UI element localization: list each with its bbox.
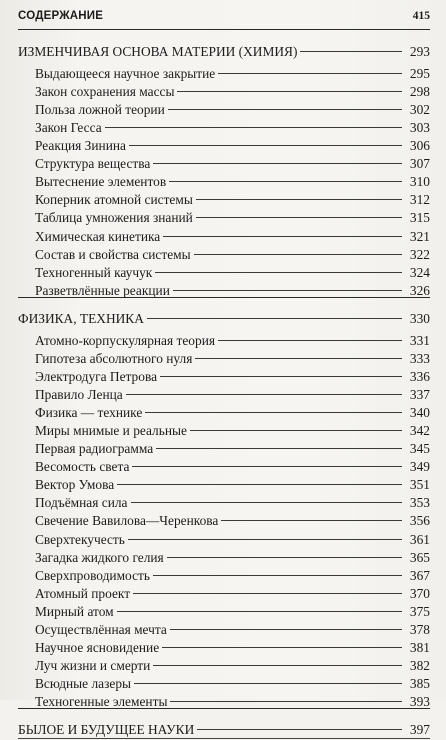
toc-entry-title: Состав и свойства системы bbox=[35, 246, 191, 262]
toc-entry-title: Выдающееся научное закрытие bbox=[35, 65, 216, 81]
toc-entry-page: 382 bbox=[409, 658, 430, 674]
toc-entry-title: Польза ложной теории bbox=[35, 101, 165, 117]
dotted-leader bbox=[167, 544, 402, 562]
toc-entry-title: Коперник атомной системы bbox=[35, 192, 193, 208]
dotted-leader bbox=[129, 132, 402, 150]
dotted-leader bbox=[156, 435, 402, 453]
toc-entry-page: 315 bbox=[409, 210, 430, 226]
toc-entry-title: Загадка жидкого гелия bbox=[35, 549, 164, 565]
toc-section-title: ИЗМЕНЧИВАЯ ОСНОВА МАТЕРИИ (ХИМИЯ) bbox=[18, 44, 298, 60]
toc-section-page: 293 bbox=[409, 44, 430, 60]
toc-entry-page: 351 bbox=[409, 477, 430, 493]
toc-entry-page: 312 bbox=[409, 192, 430, 208]
toc-entry-page: 321 bbox=[409, 228, 430, 244]
toc-entry-page: 375 bbox=[409, 603, 430, 619]
dotted-leader bbox=[196, 204, 402, 222]
toc-section bbox=[18, 305, 430, 710]
header-rule bbox=[18, 29, 430, 30]
toc-entry-page: 381 bbox=[409, 640, 430, 656]
toc-entry-title: Свечение Вавилова—Черенкова bbox=[35, 513, 219, 529]
toc-entry-title: Химическая кинетика bbox=[35, 228, 161, 244]
dotted-leader bbox=[134, 670, 402, 688]
toc-entry-title: Научное ясновидение bbox=[35, 640, 160, 656]
dotted-leader bbox=[163, 222, 402, 240]
toc-entry-title: Первая радиограмма bbox=[35, 441, 154, 457]
toc-entry-page: 370 bbox=[409, 585, 430, 601]
toc-entry-title: Сверхтекучесть bbox=[35, 531, 125, 547]
dotted-leader bbox=[155, 259, 402, 277]
dotted-leader bbox=[173, 277, 402, 295]
running-header-title: СОДЕРЖАНИЕ bbox=[18, 10, 104, 22]
toc-entry-page: 353 bbox=[409, 495, 430, 511]
toc-entry-page: 367 bbox=[409, 567, 430, 583]
toc-entry-page: 326 bbox=[409, 282, 430, 298]
dotted-leader bbox=[153, 150, 402, 168]
toc-entry-title: Вектор Умова bbox=[35, 477, 115, 493]
toc-entry-title: Луч жизни и смерти bbox=[35, 658, 151, 674]
toc-entry-title: Разветвлённые реакции bbox=[35, 282, 170, 298]
dotted-leader bbox=[160, 363, 402, 381]
toc-entry-page: 345 bbox=[409, 441, 430, 457]
toc-entry-page: 393 bbox=[409, 694, 430, 710]
table-of-contents bbox=[18, 38, 430, 739]
dotted-leader bbox=[194, 241, 402, 259]
toc-entry-page: 295 bbox=[409, 65, 430, 81]
toc-section-title: ФИЗИКА, ТЕХНИКА bbox=[18, 310, 144, 326]
toc-entry-title: Таблица умножения знаний bbox=[35, 210, 193, 226]
toc-entry-title: Вытеснение элементов bbox=[35, 174, 167, 190]
toc-entry-title: Правило Ленца bbox=[35, 386, 123, 402]
toc-entry-title: Сверхпроводимость bbox=[35, 567, 150, 583]
dotted-leader bbox=[170, 616, 402, 634]
toc-section-title: БЫЛОЕ И БУДУЩЕЕ НАУКИ bbox=[18, 722, 195, 738]
running-header bbox=[18, 10, 430, 30]
dotted-leader bbox=[300, 38, 402, 56]
toc-section bbox=[18, 38, 430, 298]
toc-entry-title: Всюдные лазеры bbox=[35, 676, 132, 692]
dotted-leader bbox=[196, 186, 402, 204]
dotted-leader bbox=[169, 168, 402, 186]
dotted-leader bbox=[218, 60, 402, 78]
toc-entry-title: Осуществлённая мечта bbox=[35, 622, 167, 637]
toc-entry-page: 302 bbox=[409, 101, 430, 117]
dotted-leader bbox=[221, 507, 402, 525]
dotted-leader bbox=[105, 114, 402, 132]
toc-entry-title: Физика — технике bbox=[35, 404, 143, 420]
toc-section-page: 397 bbox=[409, 722, 430, 738]
toc-entry-page: 331 bbox=[409, 332, 430, 348]
toc-entry-title: Гипотеза абсолютного нуля bbox=[35, 350, 193, 366]
toc-entry-page: 356 bbox=[409, 513, 430, 529]
toc-section bbox=[18, 716, 430, 738]
toc-entry-page: 336 bbox=[409, 368, 430, 384]
toc-entry-page: 349 bbox=[409, 459, 430, 475]
toc-section-page: 330 bbox=[409, 310, 430, 326]
dotted-leader bbox=[117, 471, 402, 489]
toc-entry-page: 333 bbox=[409, 350, 430, 366]
dotted-leader bbox=[170, 688, 402, 706]
dotted-leader bbox=[147, 305, 402, 323]
dotted-leader bbox=[153, 652, 402, 670]
dotted-leader bbox=[153, 562, 402, 580]
toc-entry-page: 342 bbox=[409, 422, 430, 438]
dotted-leader bbox=[195, 345, 402, 363]
toc-entry-page: 298 bbox=[409, 83, 430, 99]
toc-entry-page: 340 bbox=[409, 404, 430, 420]
toc-entry-title: Закон Гесса bbox=[35, 119, 102, 135]
dotted-leader bbox=[162, 634, 402, 652]
dotted-leader bbox=[168, 96, 402, 114]
dotted-leader bbox=[126, 381, 402, 399]
toc-entry-title: Структура вещества bbox=[35, 156, 151, 172]
toc-entry-title: Мирный атом bbox=[35, 603, 114, 619]
dotted-leader bbox=[132, 453, 402, 471]
toc-entry-title: Весомость света bbox=[35, 459, 130, 475]
toc-entry-page: 365 bbox=[409, 549, 430, 565]
dotted-leader bbox=[218, 326, 402, 344]
toc-entry-title: Электродуга Петрова bbox=[35, 368, 158, 384]
toc-entry-title: Миры мнимые и реальные bbox=[35, 422, 187, 438]
toc-entry-title: Реакция Зинина bbox=[35, 138, 126, 154]
toc-entry-page: 385 bbox=[409, 676, 430, 692]
dotted-leader bbox=[128, 525, 402, 543]
toc-entry-page: 378 bbox=[409, 622, 430, 637]
dotted-leader bbox=[131, 489, 403, 507]
dotted-leader bbox=[177, 78, 402, 96]
dotted-leader bbox=[145, 399, 402, 417]
dotted-leader bbox=[117, 598, 402, 616]
toc-entry-page: 337 bbox=[409, 386, 430, 402]
toc-entry-title: Подъёмная сила bbox=[35, 495, 128, 511]
toc-section-heading[interactable] bbox=[18, 305, 430, 326]
toc-entry-title: Атомно-корпускулярная теория bbox=[35, 332, 216, 348]
toc-entry[interactable] bbox=[18, 60, 430, 81]
toc-entry-title: Техногенные элементы bbox=[35, 694, 168, 710]
toc-entry-page: 307 bbox=[409, 156, 430, 172]
toc-entry-page: 310 bbox=[409, 174, 430, 190]
toc-entry-page: 303 bbox=[409, 119, 430, 135]
toc-entry-page: 322 bbox=[409, 246, 430, 262]
dotted-leader bbox=[190, 417, 402, 435]
toc-entry-page: 361 bbox=[409, 531, 430, 547]
toc-section-heading[interactable] bbox=[18, 38, 430, 60]
toc-entry-title: Атомный проект bbox=[35, 585, 131, 601]
dotted-leader bbox=[197, 716, 402, 734]
toc-entry-title: Техногенный каучук bbox=[35, 264, 153, 280]
dotted-leader bbox=[133, 580, 402, 598]
toc-entry-title: Закон сохранения массы bbox=[35, 83, 175, 99]
running-header-page-number: 415 bbox=[412, 10, 430, 22]
toc-entry[interactable] bbox=[18, 326, 430, 348]
toc-entry-page: 306 bbox=[409, 138, 430, 154]
toc-section-heading[interactable] bbox=[18, 716, 430, 738]
toc-entry-page: 324 bbox=[409, 264, 430, 280]
